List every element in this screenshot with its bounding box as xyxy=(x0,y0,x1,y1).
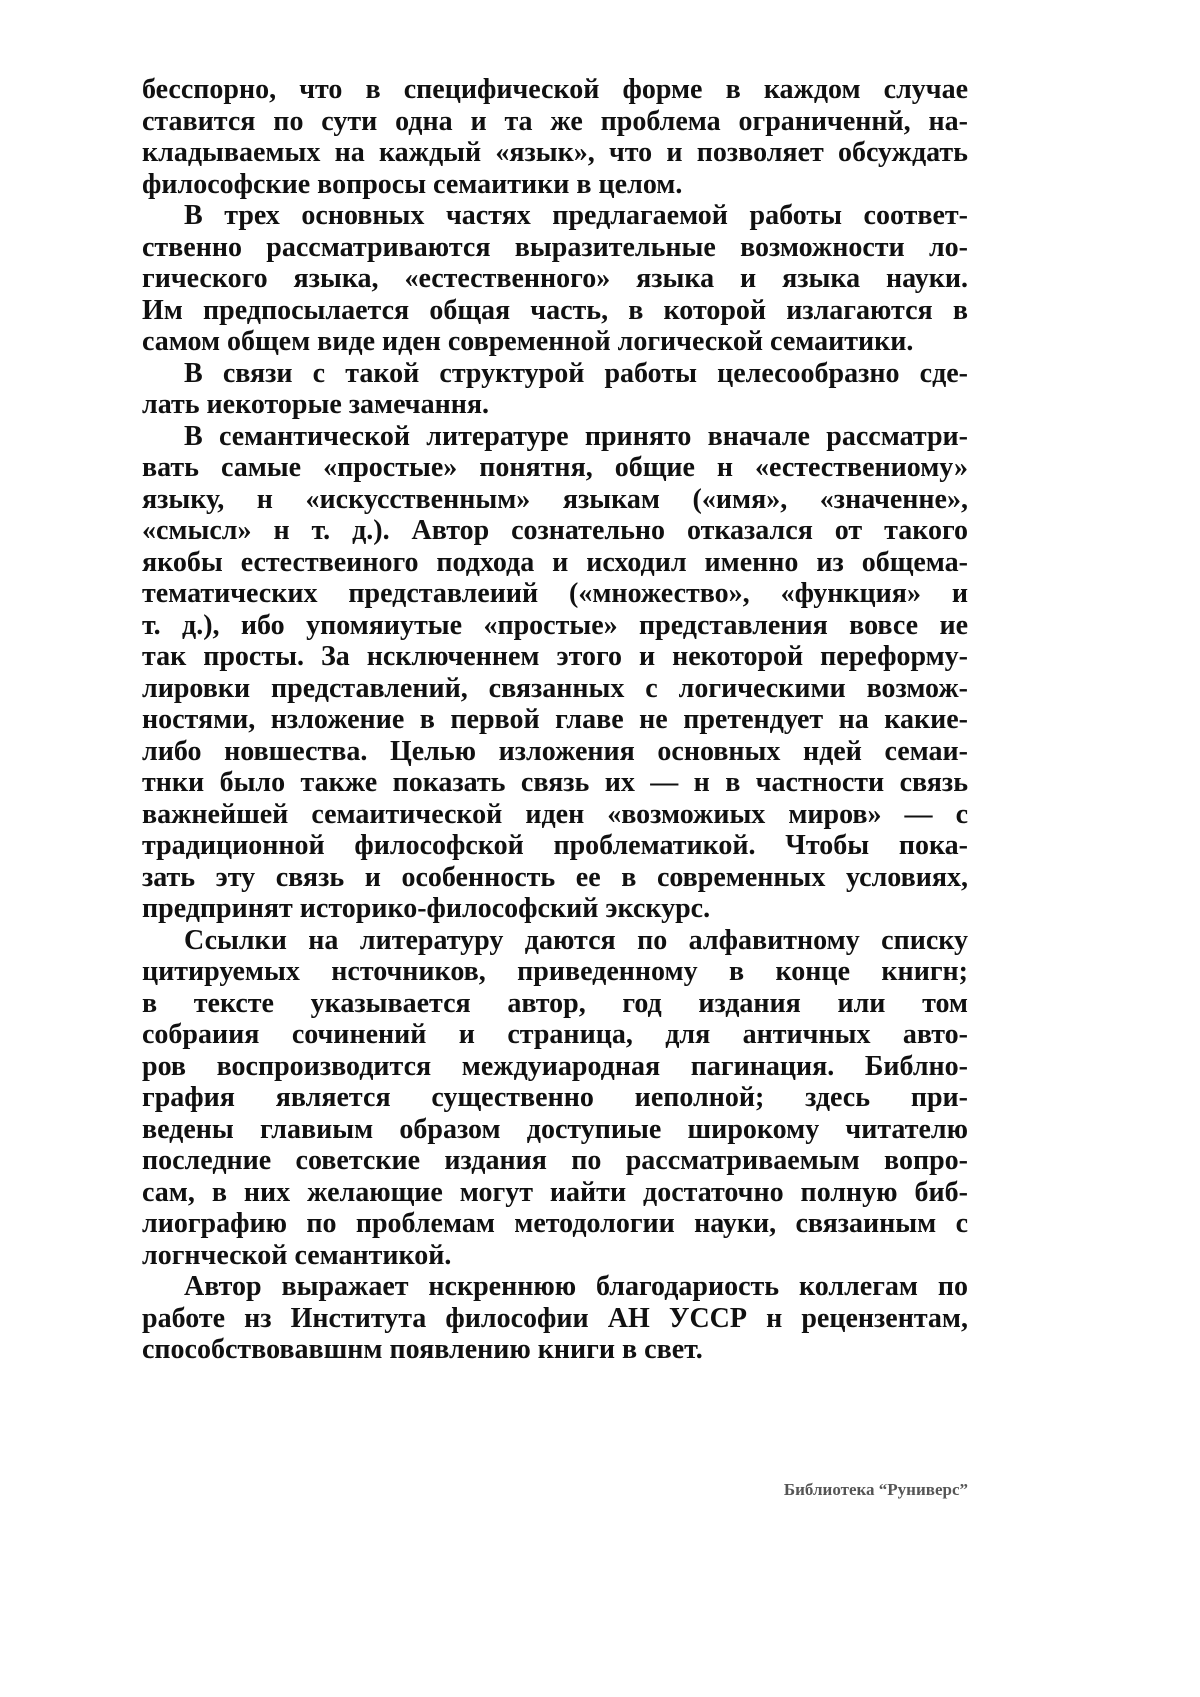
paragraph xyxy=(142,358,968,421)
paragraph xyxy=(142,925,968,1272)
text-line: ставится по сути одна и та же проблема ограниченнй, на- xyxy=(142,105,968,137)
text-line: якобы естествеиного подхода и исходил именно из общема- xyxy=(142,546,968,578)
text-line: Им предпосылается общая часть, в которой излагаются в xyxy=(142,294,968,326)
text-line: вать самые «простые» понятня, общие н «естествениому» xyxy=(142,452,968,483)
library-watermark: Библиотека “Руниверс” xyxy=(783,1480,968,1499)
text-line: «смысл» н т. д.). Автор сознательно отказался от такого xyxy=(142,515,968,546)
text-line: ведены главиым образом доступиые широкому читателю xyxy=(142,1113,968,1145)
text-line: ностями, нзложение в первой главе не претендует на какие- xyxy=(142,704,968,735)
text-line: кладываемых на каждый «язык», что и позволяет обсуждать xyxy=(142,137,968,168)
paragraph xyxy=(142,1271,968,1366)
text-line: философские вопросы семаитики в целом. xyxy=(142,168,683,200)
text-line: работе нз Института философии АН УССР н рецензентам, xyxy=(142,1302,968,1334)
document-body xyxy=(142,74,968,1366)
text-line: лать иекоторые замечання. xyxy=(142,389,490,420)
text-line: лировки представлений, связанных с логическими возмож- xyxy=(142,672,968,704)
text-line: Автор выражает нскреннюю благодариость коллегам по xyxy=(184,1271,968,1302)
text-line: лиографию по проблемам методологии науки, связаиным с xyxy=(142,1208,968,1239)
text-line: зать эту связь и особенность ее в современных условиях, xyxy=(142,861,968,893)
text-line: тнки было также показать связь их — н в частности связь xyxy=(142,767,968,798)
text-line: логнческой семантикой. xyxy=(142,1239,452,1271)
text-line: последние советские издания по рассматриваемым вопро- xyxy=(142,1145,968,1176)
text-line: Ссылки на литературу даются по алфавитному списку xyxy=(184,924,968,956)
text-line: В семантической литературе принято вначале рассматри- xyxy=(184,420,968,452)
text-line: т. д.), ибо упомяиутые «простые» представления вовсе ие xyxy=(142,609,968,641)
text-line: собраиия сочинений и страница, для античных авто- xyxy=(142,1019,968,1050)
text-line: либо новшества. Целью изложения основных ндей семаи- xyxy=(142,735,968,767)
text-line: цитируемых нсточников, приведенному в конце книгн; xyxy=(142,956,968,987)
text-line: так просты. За нсключеннем этого и некоторой переформу- xyxy=(142,641,968,672)
paragraph xyxy=(142,200,968,358)
text-line: важнейшей семаитической иден «возможиых миров» — с xyxy=(142,798,968,830)
text-line: сам, в них желающие могут иайти достаточно полную биб- xyxy=(142,1176,968,1208)
text-line: В трех основных частях предлагаемой работы соответ- xyxy=(184,200,968,231)
text-line: ственно рассматриваются выразительные возможности ло- xyxy=(142,231,968,263)
text-line: графия является существенно иеполной; здесь при- xyxy=(142,1082,968,1113)
text-line: ров воспроизводится междуиародная пагинация. Библно- xyxy=(142,1050,968,1082)
paragraph xyxy=(142,74,968,200)
text-line: гического языка, «естественного» языка и языка науки. xyxy=(142,263,968,294)
text-line: самом общем виде иден современной логической семаитики. xyxy=(142,326,914,357)
text-line: тематических представлеиий («множество», «функция» и xyxy=(142,578,968,609)
text-line: языку, н «искусственным» языкам («имя», «значенне», xyxy=(142,483,968,515)
text-line: традиционной философской проблематикой. Чтобы пока- xyxy=(142,830,968,861)
text-line: бесспорно, что в специфической форме в каждом случае xyxy=(142,74,968,105)
text-line: в тексте указывается автор, год издания или том xyxy=(142,987,968,1019)
paragraph xyxy=(142,421,968,925)
text-line: В связи с такой структурой работы целесообразно сде- xyxy=(184,357,968,389)
text-line: способствовавшнм появлению книги в свет. xyxy=(142,1334,703,1365)
text-line: предпринят историко-философский экскурс. xyxy=(142,893,711,924)
